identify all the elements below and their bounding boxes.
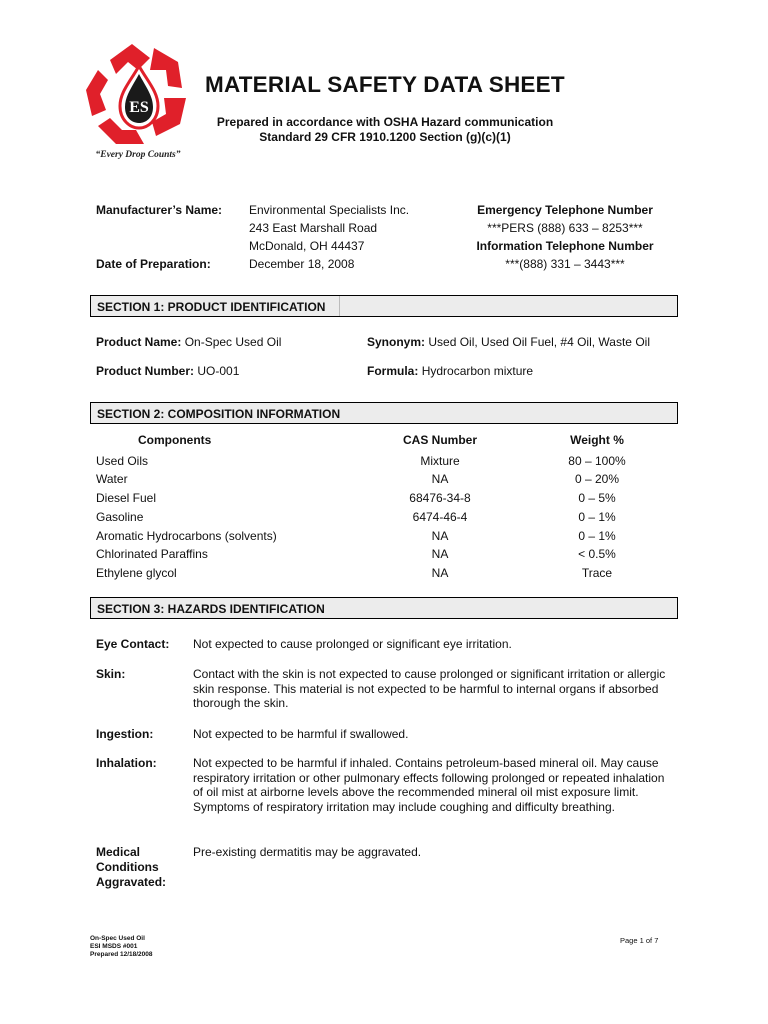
section2-title: SECTION 2: COMPOSITION INFORMATION	[97, 407, 341, 421]
manufacturer-name: Environmental Specialists Inc.	[249, 203, 410, 217]
component-cas: NA	[431, 566, 449, 580]
section3-header	[90, 597, 678, 619]
formula: Hydrocarbon mixture	[421, 364, 534, 378]
inhalation-label: Inhalation:	[96, 756, 157, 770]
footer-line2: ESI MSDS #001	[90, 943, 138, 950]
section1-title: SECTION 1: PRODUCT IDENTIFICATION	[97, 300, 326, 314]
date-of-preparation: December 18, 2008	[249, 257, 355, 271]
info-phone-number: ***(888) 331 – 3443***	[505, 257, 625, 271]
emergency-phone-number: ***PERS (888) 633 – 8253***	[487, 221, 643, 235]
medical-conditions-label: Medical Conditions Aggravated:	[96, 845, 167, 889]
manufacturer-address2: McDonald, OH 44437	[249, 239, 365, 253]
component-weight: < 0.5%	[578, 547, 616, 561]
synonym: Used Oil, Used Oil Fuel, #4 Oil, Waste Oil	[428, 335, 650, 349]
formula-row	[367, 364, 533, 378]
synonym-row	[367, 335, 650, 349]
info-phone-label: Information Telephone Number	[476, 239, 654, 253]
section1-divider	[339, 296, 340, 316]
product-name: On-Spec Used Oil	[184, 335, 282, 349]
section2-header	[90, 402, 678, 424]
component-weight: Trace	[581, 566, 613, 580]
section1-header	[90, 295, 678, 317]
component-name: Water	[96, 472, 128, 486]
component-cas: NA	[431, 529, 449, 543]
component-weight: 0 – 20%	[574, 472, 620, 486]
product-number-row	[96, 364, 239, 378]
manufacturer-name-label: Manufacturer’s Name:	[96, 203, 223, 217]
product-number-label: Product Number:	[96, 364, 195, 378]
component-cas: 6474-46-4	[412, 510, 468, 524]
component-name: Aromatic Hydrocarbons (solvents)	[96, 529, 277, 543]
skin-label: Skin:	[96, 667, 126, 681]
component-cas: Mixture	[420, 454, 460, 468]
component-weight: 0 – 1%	[578, 529, 616, 543]
page-title: MATERIAL SAFETY DATA SHEET	[205, 72, 565, 97]
product-name-row	[96, 335, 281, 349]
component-name: Ethylene glycol	[96, 566, 177, 580]
component-weight: 0 – 1%	[578, 510, 616, 524]
date-of-preparation-label: Date of Preparation:	[96, 257, 211, 271]
eye-contact-text: Not expected to cause prolonged or significant eye irritation.	[193, 637, 512, 651]
eye-contact-label: Eye Contact:	[96, 637, 170, 651]
component-name: Chlorinated Paraffins	[96, 547, 208, 561]
component-name: Used Oils	[96, 454, 149, 468]
medical-conditions-text: Pre-existing dermatitis may be aggravated.	[193, 845, 422, 859]
ingestion-text: Not expected to be harmful if swallowed.	[193, 727, 409, 741]
formula-label: Formula:	[367, 364, 419, 378]
emergency-phone-label: Emergency Telephone Number	[477, 203, 653, 217]
logo-text: ES	[129, 99, 149, 116]
subtitle-line1: Prepared in accordance with OSHA Hazard communication	[216, 115, 554, 129]
section3-title: SECTION 3: HAZARDS IDENTIFICATION	[97, 602, 325, 616]
footer-line1: On-Spec Used Oil	[90, 935, 145, 942]
skin-text: Contact with the skin is not expected to cause prolonged or significant irritation or allergic skin response. This material is not expected to be harmful to internal organs if absorbed thorough the skin.	[193, 667, 666, 711]
footer-info	[90, 935, 153, 959]
component-cas: 68476-34-8	[409, 491, 471, 505]
ingestion-label: Ingestion:	[96, 727, 154, 741]
inhalation-text: Not expected to be harmful if inhaled. Contains petroleum-based mineral oil. May cause respiratory irritation or other pulmonary effects following prolonged or repeated inhalation of oil mist at airborne levels above the recommended mineral oil mist exposure limit. Symptoms of respiratory irritation may include coughing and difficulty breathing.	[193, 756, 665, 814]
product-name-label: Product Name:	[96, 335, 182, 349]
page-number: Page 1 of 7	[620, 936, 659, 945]
component-weight: 80 – 100%	[568, 454, 626, 468]
component-weight: 0 – 5%	[578, 491, 616, 505]
subtitle-line2: Standard 29 CFR 1910.1200 Section (g)(c)(1)	[259, 130, 511, 144]
cas-number-header: CAS Number	[402, 433, 477, 447]
component-name: Diesel Fuel	[96, 491, 157, 505]
footer-line3: Prepared 12/18/2008	[90, 951, 153, 958]
component-cas: NA	[431, 547, 449, 561]
weight-header: Weight %	[570, 433, 624, 447]
components-header: Components	[138, 433, 212, 447]
slogan: “Every Drop Counts”	[95, 150, 181, 160]
synonym-label: Synonym:	[367, 335, 426, 349]
component-cas: NA	[431, 472, 449, 486]
component-name: Gasoline	[96, 510, 144, 524]
product-number: UO-001	[197, 364, 240, 378]
manufacturer-address1: 243 East Marshall Road	[249, 221, 378, 235]
